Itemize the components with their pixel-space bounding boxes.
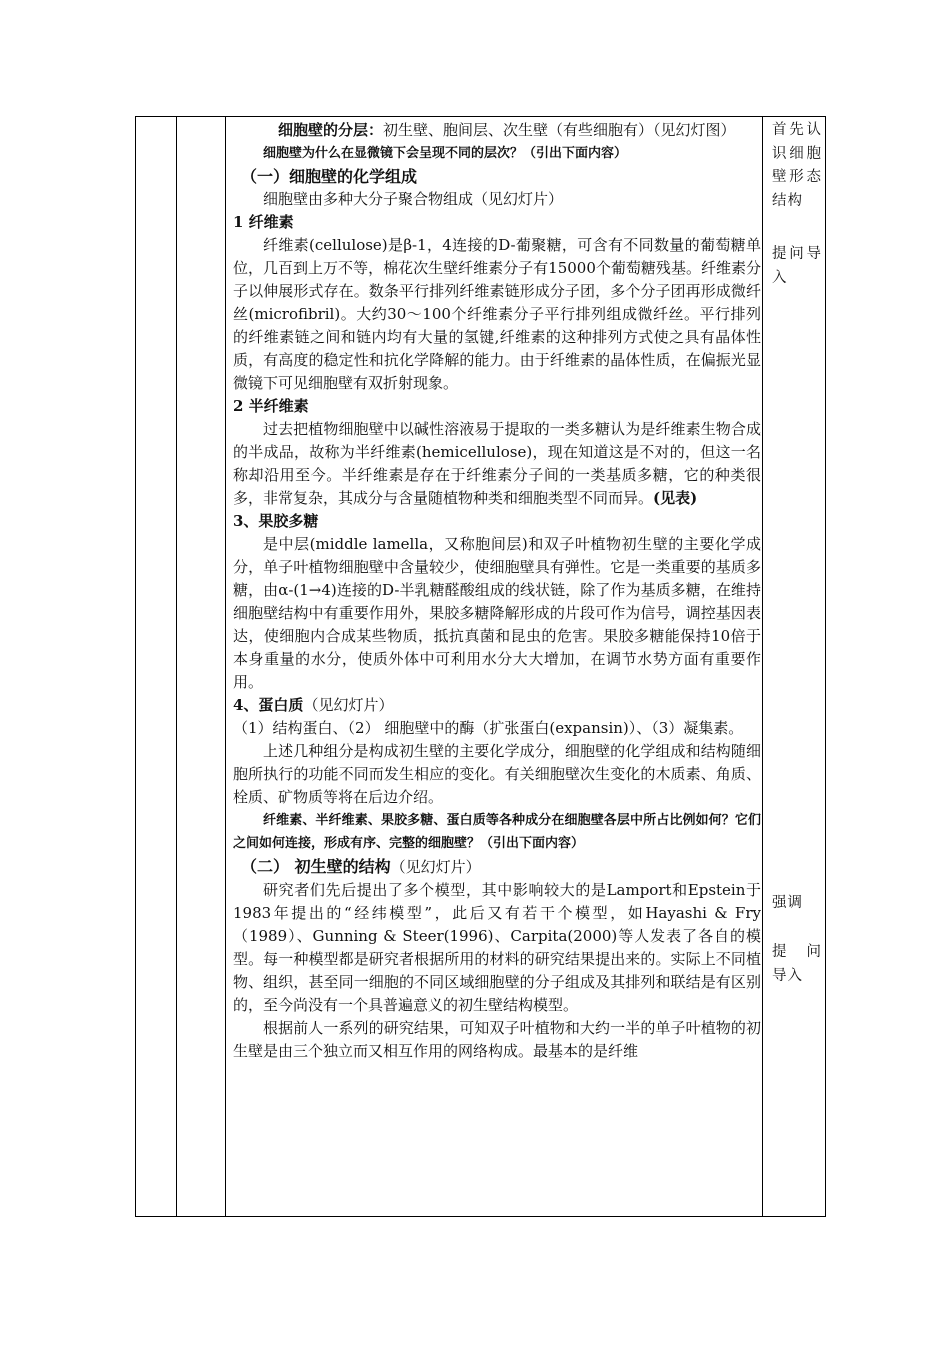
layers-line (233, 119, 761, 142)
note-shape-structure: 首先认识细胞壁形态结构 (772, 122, 822, 209)
question-1: 细胞壁为什么在显微镜下会呈现不同的层次？（引出下面内容） (263, 146, 628, 161)
section-1-intro: 细胞壁由多种大分子聚合物组成（见幻灯片） (263, 190, 564, 208)
column-divider-1 (176, 117, 177, 1216)
section-2-line (233, 855, 761, 879)
section-2-paragraph-2: 根据前人一系列的研究结果，可知双子叶植物和大约一半的单子叶植物的初生壁是由三个独立而又相互作用的网络构成。最基本的是纤维 (233, 1019, 761, 1060)
pectin-title: 3、果胶多糖 (233, 512, 319, 530)
section-1-title: （一）细胞壁的化学组成 (241, 167, 418, 186)
cellulose-paragraph: 纤维素(cellulose)是β-1，4连接的D-葡聚糖，可含有不同数量的葡萄糖单位，几百到上万不等，棉花次生壁纤维素分子有15000个葡萄糖残基。纤维素分子以伸展形式存在。数条平行排列纤维素链形成分子团，多个分子团再形成微纤丝(microfibril)。大约30～100个纤维素分子平行排列组成微纤丝。平行排列的纤维素链之间和链内均有大量的氢键,纤维素的这种排列方式使之具有晶体性质，有高度的稳定性和抗化学降解的能力。由于纤维素的晶体性质，在偏振光显微镜下可见细胞壁有双折射现象。 (233, 236, 761, 392)
layers-text: 初生壁、胞间层、次生壁（有些细胞有）（见幻灯图） (383, 121, 736, 139)
summary-paragraph: 上述几种组分是构成初生壁的主要化学成分，细胞壁的化学组成和结构随细胞所执行的功能不同而发生相应的变化。有关细胞壁次生变化的木质素、角质、栓质、矿物质等将在后边介绍。 (233, 742, 761, 806)
question-2: 纤维素、半纤维素、果胶多糖、蛋白质等各种成分在细胞壁各层中所占比例如何？它们之间如何连接，形成有序、完整的细胞壁？（引出下面内容） (233, 813, 761, 851)
hemicellulose-text: 过去把植物细胞壁中以碱性溶液易于提取的一类多糖认为是纤维素生物合成的半成品，故称为半纤维素(hemicellulose)，现在知道这是不对的，但这一名称却沿用至今。半纤维素是存在于纤维素分子间的一类基质多糖，它的种类很多，非常复杂，其成分与含量随植物种类和细胞类型不同而异。 (233, 420, 761, 507)
column-divider-2 (225, 117, 226, 1216)
protein-line (233, 694, 761, 717)
note-question-intro-2: 提 问导入 (772, 944, 822, 984)
hemicellulose-title: 2 半纤维素 (233, 397, 309, 415)
hemicellulose-paragraph (233, 418, 761, 510)
protein-note: （见幻灯片） (303, 696, 394, 714)
lesson-content (229, 119, 761, 1216)
layers-heading: 细胞壁的分层： (278, 121, 384, 139)
section-2-note: （见幻灯片） (390, 858, 481, 876)
section-2-paragraph-1: 研究者们先后提出了多个模型，其中影响较大的是Lamport和Epstein于1983年提出的“经纬模型”，此后又有若干个模型，如Hayashi & Fry（1989）、Gunning & Steer(1996)、Carpita(2000)等人发表了各自的模型。每一种模型都是研究者根据所用的材料的研究结果提出来的。实际上不同植物、组织，甚至同一细胞的不同区域细胞壁的分子组成及其排列和联结是有区别的，至今尚没有一个具普遍意义的初生壁结构模型。 (233, 881, 761, 1014)
lesson-table (135, 116, 826, 1217)
note-question-intro-1: 提问导入 (772, 246, 822, 286)
hemicellulose-note: (见表) (653, 489, 698, 507)
protein-paragraph: （1）结构蛋白、（2） 细胞壁中的酶（扩张蛋白(expansin)）、（3）凝集素。 (233, 719, 744, 737)
cellulose-title: 1 纤维素 (233, 213, 294, 231)
column-divider-3 (762, 117, 763, 1216)
pectin-paragraph: 是中层(middle lamella，又称胞间层)和双子叶植物初生壁的主要化学成分，单子叶植物细胞壁中含量较少，使细胞壁具有弹性。它是一类重要的基质多糖，由α-(1→4)连接的D-半乳糖醛酸组成的线状链，除了作为基质多糖，在维持细胞壁结构中有重要作用外，果胶多糖降解形成的片段可作为信号，调控基因表达，使细胞内合成某些物质，抵抗真菌和昆虫的危害。果胶多糖能保持10倍于本身重量的水分，使质外体中可利用水分大大增加，在调节水势方面有重要作用。 (233, 535, 761, 691)
teaching-notes-column (766, 117, 824, 1216)
section-2-title: （二） 初生壁的结构 (241, 857, 391, 876)
note-emphasis: 强调 (772, 895, 803, 911)
protein-title: 4、蛋白质 (233, 696, 304, 714)
